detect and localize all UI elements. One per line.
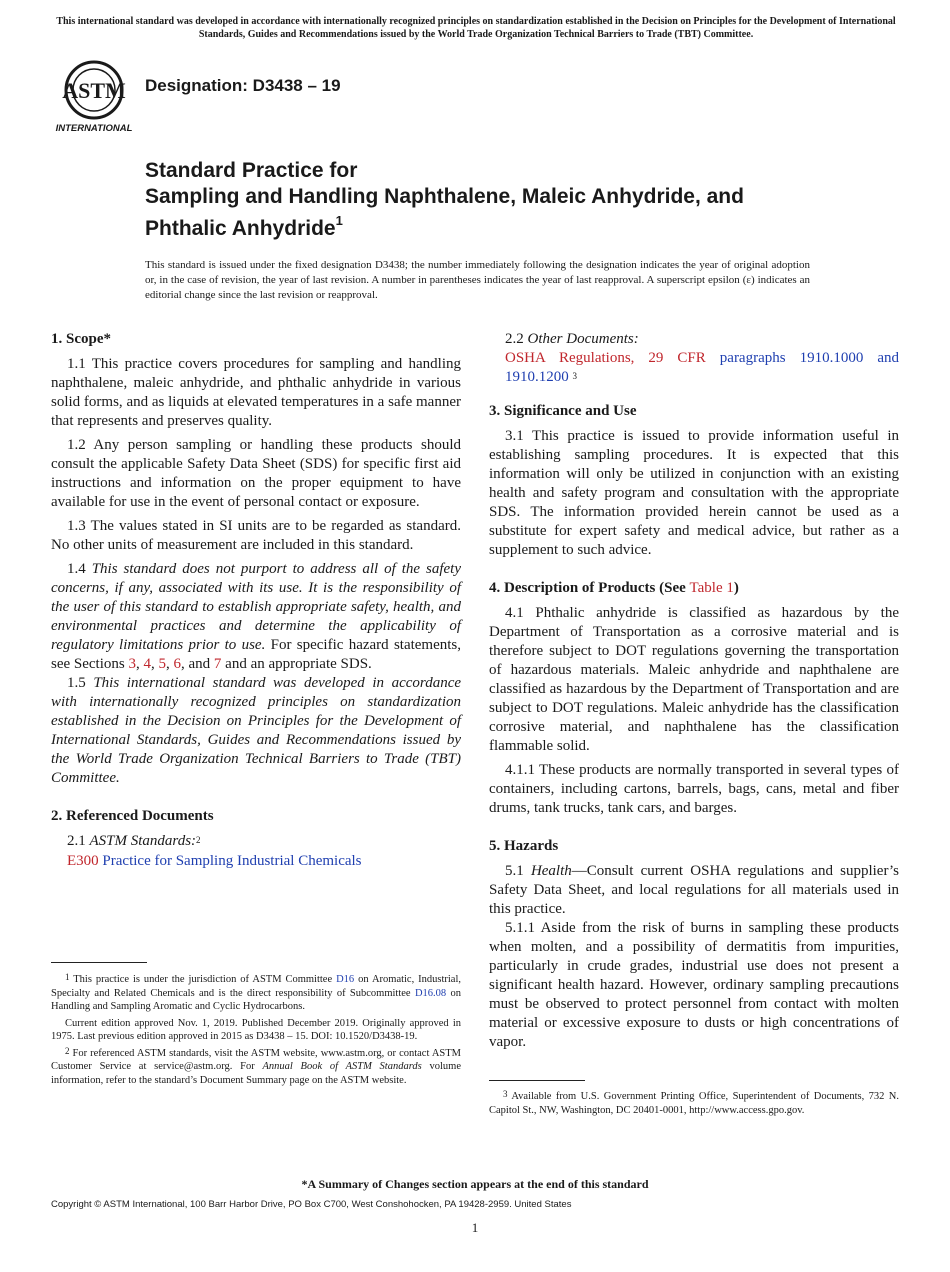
designation: Designation: D3438 – 19 [145, 76, 341, 95]
footnote-ref-2[interactable]: 2 [196, 835, 201, 845]
subcommittee-d1608-link[interactable]: D16.08 [414, 987, 447, 999]
paragraph-1-5: 1.5 This international standard was developed in accordance with internationally recognized principles on standardization established in the Decision on Principles for the Development of International Standards, Guides and Recommendations issued by the World Trade Organization Technical Barriers to Trade (TBT) Committee. [51, 675, 462, 786]
issue-note: This standard is issued under the fixed designation D3438; the number immediately following the designation indicates the year of original adoption or, in the case of revision, the year of last revision. A number in parentheses indicates the year of last reapproval. A superscript epsilon (ε) indicates an editorial change since the last revision or reapproval. [145, 259, 810, 301]
footnote-ref-3[interactable]: 3 [572, 371, 577, 381]
section-link-6[interactable]: 6 [173, 656, 181, 672]
osha-paragraphs-link[interactable]: paragraphs 1910.1000 and 1910.1200 [505, 350, 899, 385]
title-footnote-mark: 1 [335, 213, 343, 228]
section-link-5[interactable]: 5 [158, 656, 166, 672]
table-1-link[interactable]: Table 1 [689, 580, 734, 596]
reference-osha [489, 349, 899, 388]
paragraph-1-4: 1.4 This standard does not purport to address all of the safety concerns, if any, associated with its use. It is the responsibility of the user of this standard to establish appropriate safety, health, and environmental practices and determine the applicability of regulatory limitations prior to use. For specific hazard statements, see Sections 3, 4, 5, 6, and 7 and an appropriate SDS. [51, 561, 462, 672]
paragraph-2-2: 2.2 Other Documents: [505, 331, 639, 347]
title-line-1: Standard Practice for [145, 159, 358, 182]
paragraph-1-3: 1.3 The values stated in SI units are to be regarded as standard. No other units of measurement are included in this standard. [51, 518, 461, 553]
section-link-4[interactable]: 4 [143, 656, 151, 672]
reference-e300 [51, 852, 461, 871]
section-heading-hazards: 5. Hazards [489, 838, 559, 854]
committee-d16-link[interactable]: D16 [336, 974, 355, 985]
page-number: 1 [471, 1220, 479, 1235]
top-notice: This international standard was developed in accordance with internationally recognized principles on standardization established in the Decision on Principles for the Development of International Standards, Guides and Recommendations issued by the World Trade Organization Technical Barriers to Trade (TBT) Committee. [56, 16, 896, 40]
footnote-1: $^1$ This practice is under the jurisdiction of ASTM Committee D16 on Aromatic, Industrial, Specialty and Related Chemicals and is the direct responsibility of Subcommittee D16.08 on Handling and Sampling Aromatic and Cyclic Hydrocarbons. [51, 972, 462, 1012]
right-column [489, 330, 899, 1057]
paragraph-1-1: 1.1 This practice covers procedures for sampling and handling naphthalene, maleic anhydride, and phthalic anhydride in various solid forms, and as liquids at elevated temperatures in a safe manner that represents and preserves quality. [51, 356, 461, 429]
paragraph-2-1: 2.1 ASTM Standards:$^2$ [67, 833, 201, 849]
paragraph-5-1: 5.1 Health—Consult current OSHA regulations and supplier’s Safety Data Sheet, and local regulations for all materials used in this practice. [489, 863, 900, 917]
title-line-2: Sampling and Handling Naphthalene, Maleic Anhydride, and [145, 185, 744, 208]
section-link-3[interactable]: 3 [128, 656, 136, 672]
paragraph-5-1-1: 5.1.1 Aside from the risk of burns in sampling these products when molten, and a possibility of dermatitis from impurities, particularly in crude grades, industrial use does not present a significant health hazard. However, ordinary sampling precautions must be observed to protect personnel from contact with molten material or excessive exposure to dusts or high concentrations of vapor. [489, 920, 899, 1050]
section-heading-description: 4. Description of Products (See Table 1) [489, 580, 739, 596]
footnote-3: $^3$ Available from U.S. Government Printing Office, Superintendent of Documents, 732 N. Capitol St., NW, Washington, DC 20401-0001, http://www.access.gpo.gov. [489, 1089, 900, 1116]
section-link-7[interactable]: 7 [213, 656, 222, 672]
e300-title-link[interactable]: Practice for Sampling Industrial Chemicals [102, 853, 362, 869]
document-title [145, 158, 845, 242]
paragraph-3-1: 3.1 This practice is issued to provide information useful in establishing sampling procedures. It is expected that this information will only be utilized in conjunction with an existing health and safety program and consultation with the appropriate SDS. The information provided herein cannot be used as a substitute for expert safety and medical advice, but rather as a supplement to such advice. [489, 428, 899, 558]
footnote-rule-right [489, 1080, 585, 1081]
footnotes-right [489, 1090, 899, 1120]
section-heading-significance: 3. Significance and Use [489, 403, 637, 419]
logo-text: ASTM [62, 78, 126, 103]
e300-link[interactable]: E300 [67, 853, 99, 869]
summary-of-changes-note: *A Summary of Changes section appears at the end of this standard [301, 1177, 649, 1191]
osha-regulations-link[interactable]: OSHA Regulations, 29 CFR [505, 350, 706, 366]
left-column [51, 330, 461, 871]
section-heading-scope: 1. Scope* [51, 331, 111, 347]
paragraph-1-2: 1.2 Any person sampling or handling these products should consult the applicable Safety Data Sheet (SDS) for specific first aid instructions and information on the proper equipment to have available for use in the event of personal contact or exposure. [51, 437, 461, 510]
copyright: Copyright © ASTM International, 100 Barr Harbor Drive, PO Box C700, West Conshohocken, PA 19428-2959. United States [51, 1199, 572, 1210]
footnote-2: $^2$ For referenced ASTM standards, visit the ASTM website, www.astm.org, or contact ASTM Customer Service at service@astm.org. For Annual Book of ASTM Standards volume information, refer to the standard’s Document Summary page on the ASTM website. [51, 1045, 462, 1086]
footnotes-left [51, 973, 461, 1090]
footnote-rule-left [51, 962, 147, 963]
title-line-3: Phthalic Anhydride$^1$ [145, 213, 343, 240]
paragraph-4-1: 4.1 Phthalic anhydride is classified as hazardous by the Department of Transportation as a corrosive material and is therefore subject to DOT regulations governing the transportation of hazardous materials. Maleic anhydride and naphthalene are classified as hazardous by the Department of Transportation and are subject to DOT regulations. Maleic anhydride has the classification corrosive material, and naphthalene has the classification flammable solid. [489, 605, 899, 754]
section-heading-referenced-documents: 2. Referenced Documents [51, 808, 214, 824]
logo-subtext: INTERNATIONAL [55, 123, 133, 134]
paragraph-4-1-1: 4.1.1 These products are normally transported in several types of containers, including cartons, barrels, bags, cans, metal and fiber drums, tank trucks, tank cars, and barges. [489, 762, 899, 816]
footnote-1-edition: Current edition approved Nov. 1, 2019. Published December 2019. Originally approved in 1975. Last previous edition approved in 2015 as D3438 – 15. DOI: 10.1520/D3438-19. [51, 1017, 461, 1042]
astm-logo [52, 58, 136, 134]
